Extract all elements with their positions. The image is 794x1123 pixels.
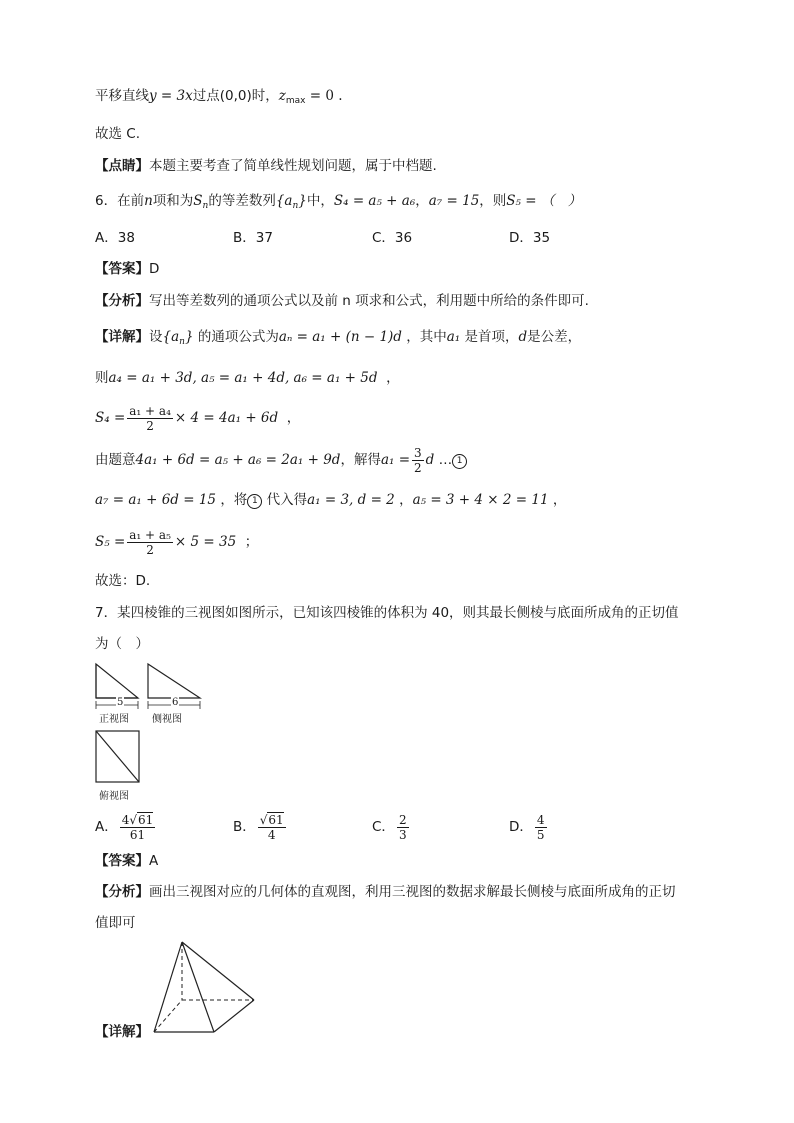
denominator: 3: [398, 827, 407, 842]
text: 过点(0,0)时，: [192, 88, 279, 104]
q7-option-b[interactable]: [233, 812, 288, 842]
q6-option-a[interactable]: A．38: [95, 230, 135, 246]
q6-detail-2: [95, 368, 400, 388]
top-view-caption: 俯视图: [99, 791, 129, 802]
analysis-text: 画出三视图对应的几何体的直观图，利用三视图的数据求解最长侧棱与底面所成角的正切: [149, 884, 676, 900]
coefficient: 4: [121, 812, 130, 827]
text: 设: [149, 329, 163, 345]
math: S₄ = a₅ + a₆: [333, 193, 416, 209]
analysis-tag: 【分析】: [95, 293, 149, 309]
numerator: 4: [536, 812, 545, 827]
denominator: 2: [146, 542, 154, 557]
denominator: 2: [414, 460, 422, 475]
front-view-triangle: [96, 664, 138, 698]
text: 中，: [306, 193, 334, 209]
numerator: a₁ + a₅: [129, 527, 171, 542]
q7-option-c[interactable]: [372, 812, 411, 842]
denominator: 4: [267, 827, 276, 842]
text: 的等差数列: [208, 193, 276, 209]
math: a₅ = 3 + 4 × 2 = 11: [412, 492, 549, 508]
math: a₁ = 3, d = 2: [307, 492, 395, 508]
fraction: [412, 446, 424, 475]
q6-option-c[interactable]: C．36: [372, 230, 413, 246]
numerator: 3: [414, 445, 422, 460]
text: ，: [399, 492, 413, 508]
q7-analysis-1: [95, 882, 676, 902]
answer-value: A: [149, 853, 159, 869]
math: S₄ =: [95, 410, 126, 426]
review-text: 本题主要考查了简单线性规划问题，属于中档题.: [149, 158, 437, 174]
math: aₙ = a₁ + (n − 1)d: [278, 329, 402, 345]
q6-option-d[interactable]: D．35: [509, 230, 551, 246]
radicand: 61: [268, 812, 284, 827]
math-sn: $S_n$: [193, 193, 209, 211]
top-view-diagonal: [96, 731, 139, 782]
q6-detail-6: [95, 527, 258, 557]
option-letter: A．: [95, 819, 118, 835]
text: 6．在前: [95, 193, 145, 209]
q6-detail-5: [95, 490, 566, 510]
math: = 0 .: [305, 88, 343, 104]
option-letter: C．: [372, 819, 395, 835]
q6-choice: 故选：D.: [95, 573, 151, 589]
text: …: [438, 452, 453, 468]
q6-answer: [95, 259, 159, 279]
p5-shift-line: [95, 86, 343, 111]
answer-value: D: [149, 261, 160, 277]
text: ，其中: [406, 329, 447, 345]
detail-tag: 【详解】: [95, 329, 149, 345]
text: ，: [415, 193, 429, 209]
math: d: [518, 329, 528, 345]
text: 平移直线: [95, 88, 149, 104]
math: S₅ =: [95, 534, 126, 550]
top-view-figure: [94, 729, 142, 785]
text: ，解得: [340, 452, 381, 468]
math: × 4 = 4a₁ + 6d: [174, 410, 279, 426]
denominator: 61: [129, 827, 146, 842]
math: n: [144, 193, 153, 209]
fraction: [397, 813, 409, 842]
q6-stem: [95, 191, 581, 216]
detail-tag: 【详解】: [95, 1024, 149, 1040]
math: S₅ = （ ）: [506, 193, 582, 209]
pyramid-edge: [154, 942, 182, 1032]
side-view-caption: 侧视图: [152, 714, 182, 725]
fraction: [127, 528, 173, 557]
denominator: 2: [146, 418, 154, 433]
side-view-triangle: [148, 664, 200, 698]
q7-option-d[interactable]: [509, 812, 549, 842]
math: y = 3x: [149, 88, 193, 104]
front-dim-label: 5: [117, 697, 124, 708]
math-seq: $\{a_n\}$: [162, 329, 194, 347]
review-tag: 【点睛】: [95, 158, 149, 174]
analysis-text: 写出等差数列的通项公式以及前 n 项求和公式，利用题中所给的条件即可.: [149, 293, 589, 309]
fraction: [127, 404, 173, 433]
numerator: √61: [259, 812, 284, 827]
text: ，: [286, 410, 301, 426]
pyramid-figure: [150, 940, 260, 1035]
math: × 5 = 35: [174, 534, 237, 550]
text: ，则: [479, 193, 507, 209]
three-view-top-row: [94, 662, 204, 710]
analysis-tag: 【分析】: [95, 884, 149, 900]
math-seq: $\{a_n\}$: [275, 193, 307, 211]
text: ；: [244, 534, 259, 550]
text: 则: [95, 370, 109, 386]
math: a₇ = a₁ + 6d = 15: [95, 492, 217, 508]
q6-detail-3: [95, 403, 300, 433]
side-dim-label: 6: [172, 697, 179, 708]
q7-detail: [95, 1022, 149, 1042]
q7-option-a[interactable]: [95, 812, 157, 842]
math: 4a₁ + 6d = a₅ + a₆ = 2a₁ + 9d: [135, 452, 341, 468]
numerator: 2: [398, 812, 407, 827]
text: ，将: [220, 492, 248, 508]
circled-number: 1: [452, 454, 467, 469]
text: 的通项公式为: [197, 329, 279, 345]
option-letter: D．: [509, 819, 533, 835]
base-hidden-edge: [154, 1000, 182, 1032]
numerator: 4√61: [121, 812, 154, 827]
q7-stem-2: 为（ ）: [95, 636, 149, 652]
answer-tag: 【答案】: [95, 261, 149, 277]
text: 是公差，: [527, 329, 582, 345]
math: a₁ =: [380, 452, 411, 468]
fraction: [120, 813, 156, 842]
math: d: [425, 452, 435, 468]
math-sub: max: [285, 96, 306, 106]
radicand: 61: [138, 812, 154, 827]
q6-option-b[interactable]: B．37: [233, 230, 273, 246]
q7-analysis-2: 值即可: [95, 915, 136, 931]
math-z: z: [278, 88, 286, 104]
text: 项和为: [152, 193, 194, 209]
math: a₁: [446, 329, 461, 345]
text: ，: [552, 492, 567, 508]
circled-number: 1: [247, 494, 262, 509]
text: 代入得: [266, 492, 308, 508]
answer-tag: 【答案】: [95, 853, 149, 869]
numerator: a₁ + a₄: [129, 403, 171, 418]
base-edge: [214, 1000, 254, 1032]
math: a₇ = 15: [428, 193, 480, 209]
q6-analysis: [95, 291, 589, 311]
math: a₄ = a₁ + 3d, a₅ = a₁ + 4d, a₆ = a₁ + 5d: [108, 370, 378, 386]
fraction: [535, 813, 547, 842]
option-letter: B．: [233, 819, 256, 835]
q7-answer: [95, 851, 158, 871]
text: 是首项，: [464, 329, 519, 345]
fraction: [258, 813, 286, 842]
denominator: 5: [536, 827, 545, 842]
q6-detail-1: [95, 327, 581, 352]
front-view-caption: 正视图: [99, 714, 129, 725]
p5-review: [95, 156, 437, 176]
p5-choice: 故选 C.: [95, 126, 141, 142]
text: 由题意: [95, 452, 136, 468]
q7-stem-1: 7．某四棱锥的三视图如图所示，已知该四棱锥的体积为 40，则其最长侧棱与底面所成角的正切值: [95, 605, 679, 621]
text: ，: [386, 370, 400, 386]
q6-detail-4: [95, 445, 467, 475]
